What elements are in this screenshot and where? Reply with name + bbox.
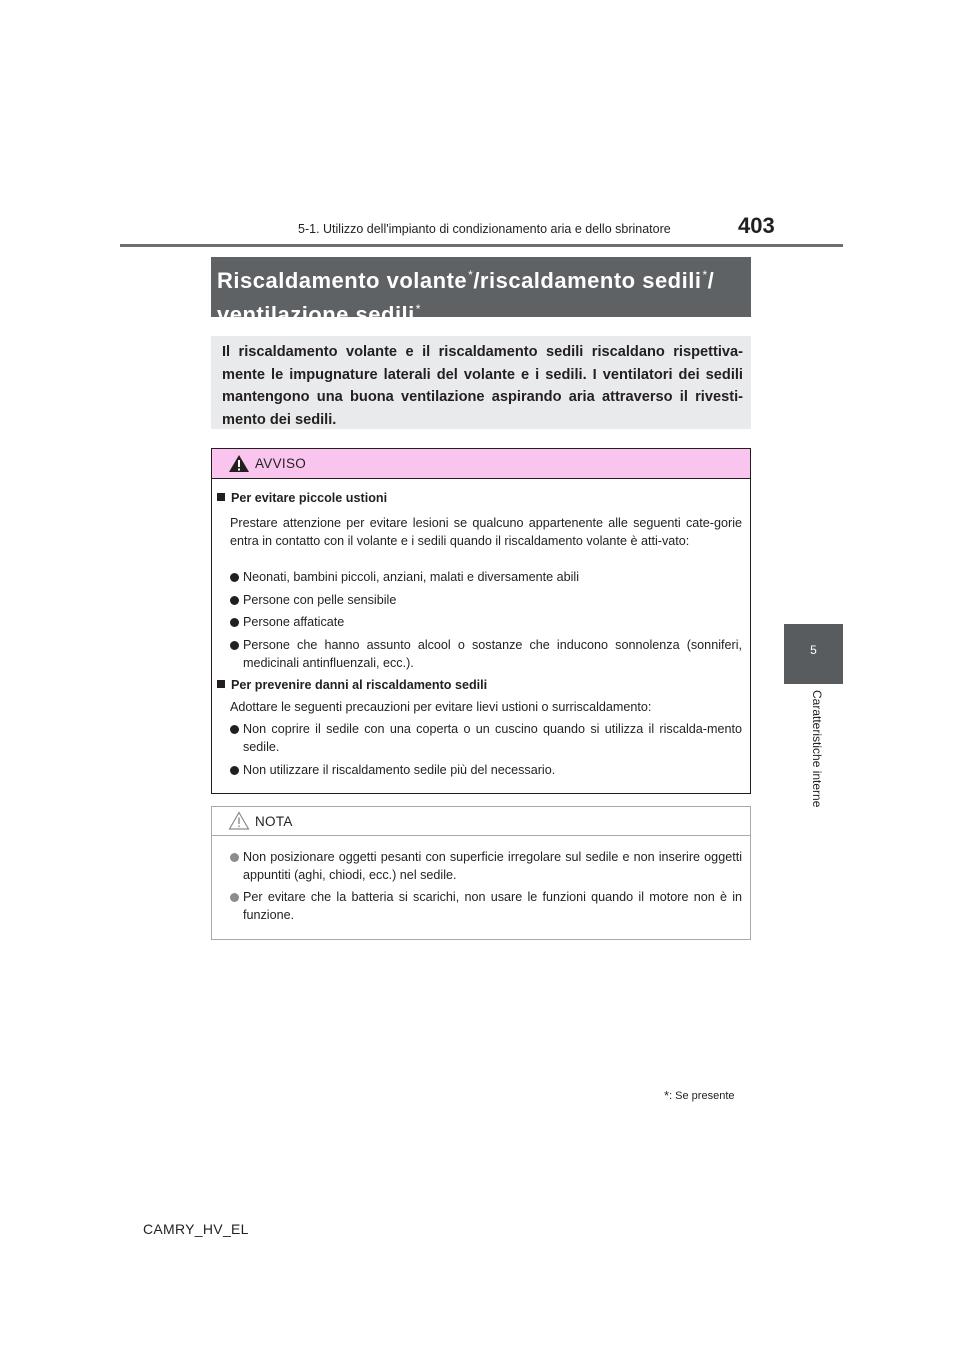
warning-label: AVVISO (255, 456, 307, 471)
bullet-dot-icon (230, 573, 239, 582)
bullet-dot-icon (230, 853, 239, 862)
title-part-2: /riscaldamento sedili (473, 268, 702, 293)
title-part-1: Riscaldamento volante (217, 268, 468, 293)
caution-triangle-icon (228, 811, 250, 830)
list-item: Persone affaticate (230, 614, 742, 632)
list-item: Neonati, bambini piccoli, anziani, malati e diversamente abili (230, 569, 742, 587)
section-title: 5-1. Utilizzo dell'impianto di condizionamento aria e dello sbrinatore (298, 222, 671, 236)
page-title (211, 257, 751, 327)
warning-text-2: Adottare le seguenti precauzioni per evitare lievi ustioni o surriscaldamento: (230, 700, 652, 714)
list-item: Non posizionare oggetti pesanti con superficie irregolare sul sedile e non inserire oggetti appuntiti (aghi, chiodi, ecc.) nel sedile. (230, 849, 742, 884)
warning-header (212, 449, 750, 479)
bullet-dot-icon (230, 641, 239, 650)
asterisk-icon: * (702, 268, 708, 282)
note-label: NOTA (255, 814, 293, 829)
list-item: Non coprire il sedile con una coperta o un cuscino quando si utilizza il riscalda-mento sedile. (230, 721, 742, 756)
chapter-label: Caratteristiche interne (810, 690, 824, 808)
square-bullet-icon (217, 680, 225, 688)
asterisk-icon: * (664, 1088, 670, 1103)
bullet-dot-icon (230, 596, 239, 605)
warning-box (211, 448, 751, 794)
title-part-4: ventilazione sedili (217, 302, 415, 327)
list-item: Per evitare che la batteria si scarichi, non usare le funzioni quando il motore non è in funzione. (230, 889, 742, 924)
bullet-dot-icon (230, 725, 239, 734)
warning-heading-2: Per prevenire danni al riscaldamento sedili (217, 677, 487, 695)
square-bullet-icon (217, 493, 225, 501)
list-item: Persone con pelle sensibile (230, 592, 742, 610)
asterisk-icon: * (415, 302, 421, 316)
chapter-tab (784, 624, 843, 684)
chapter-number: 5 (810, 643, 817, 657)
document-code: CAMRY_HV_EL (143, 1221, 249, 1237)
list-item: Non utilizzare il riscaldamento sedile più del necessario. (230, 762, 742, 780)
bullet-dot-icon (230, 618, 239, 627)
note-box (211, 806, 751, 940)
warning-heading-1: Per evitare piccole ustioni (217, 490, 387, 508)
asterisk-icon: * (468, 268, 474, 282)
page-number: 403 (738, 213, 775, 238)
list-item: Persone che hanno assunto alcool o sostanze che inducono sonnolenza (sonniferi, medicinali antinfluenzali, ecc.). (230, 637, 742, 672)
bullet-dot-icon (230, 893, 239, 902)
warning-triangle-icon (228, 454, 250, 473)
header-divider (120, 244, 843, 247)
intro-summary: Il riscaldamento volante e il riscaldamento sedili riscaldano rispettiva-mente le impugnature laterali del volante e i sedili. I ventilatori dei sedili mantengono una buona ventilazione aspirando aria attraverso il rivesti-mento dei sedili. (211, 336, 751, 429)
warning-text-1: Prestare attenzione per evitare lesioni se qualcuno appartenente alle seguenti cate-gorie entra in contatto con il volante e i sedili quando il riscaldamento volante è atti-vato: (230, 516, 742, 548)
title-part-3: / (707, 268, 715, 293)
footnote: *: Se presente (664, 1088, 735, 1103)
note-header (212, 807, 750, 836)
bullet-dot-icon (230, 766, 239, 775)
